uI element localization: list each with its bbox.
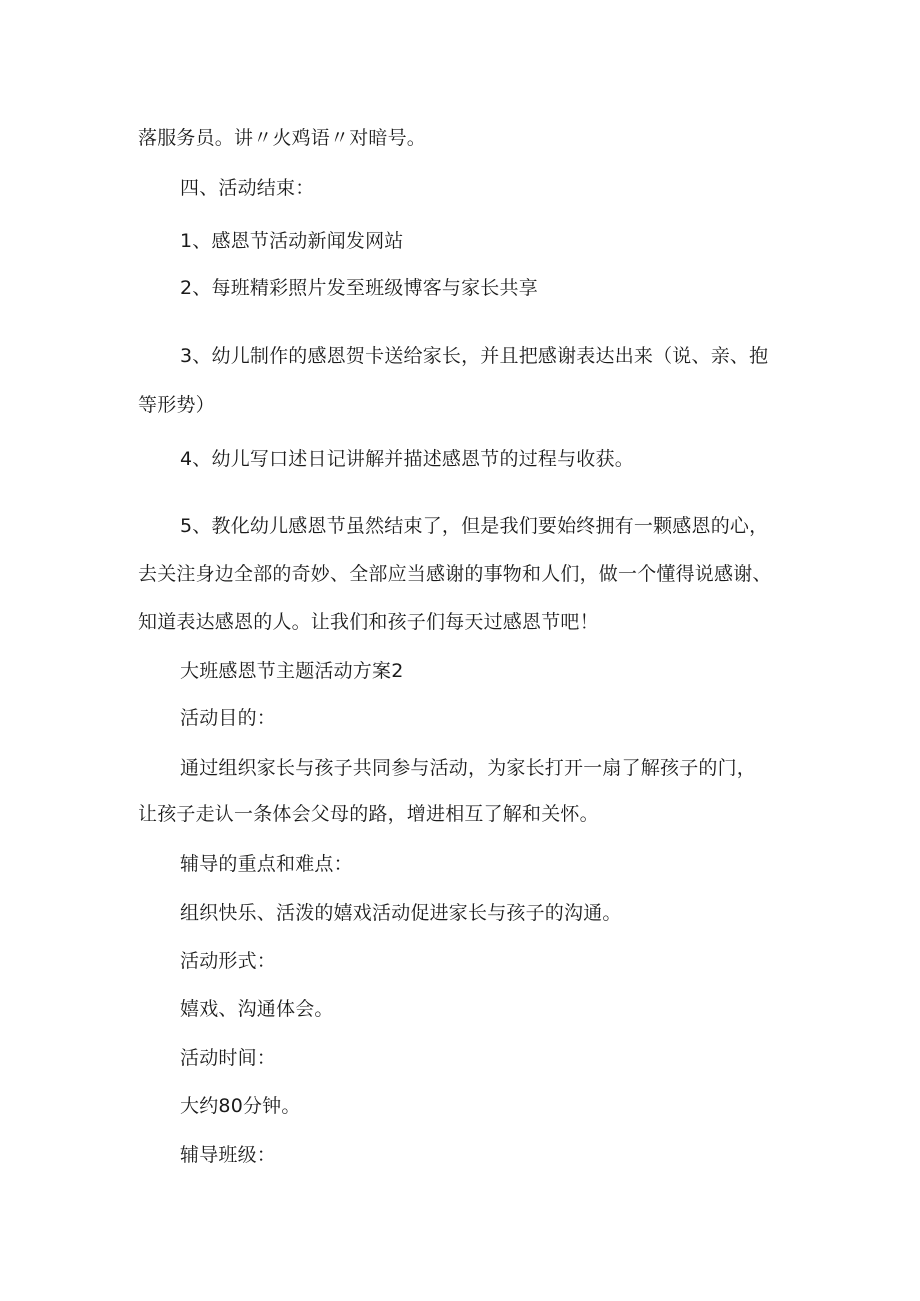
list-item: 2、每班精彩照片发至班级博客与家长共享 bbox=[180, 277, 538, 299]
section-title: 大班感恩节主题活动方案2 bbox=[180, 660, 404, 682]
list-item: 1、感恩节活动新闻发网站 bbox=[180, 230, 404, 252]
section-heading: 辅导班级： bbox=[180, 1144, 277, 1166]
paragraph-text: 嬉戏、沟通体会。 bbox=[180, 998, 334, 1020]
list-item: 3、幼儿制作的感恩贺卡送给家长，并且把感谢表达出来（说、亲、抱 bbox=[180, 345, 769, 367]
list-item: 5、教化幼儿感恩节虽然结束了，但是我们要始终拥有一颗感恩的心， bbox=[180, 515, 769, 537]
paragraph-text: 通过组织家长与孩子共同参与活动，为家长打开一扇了解孩子的门， bbox=[180, 757, 757, 779]
section-heading: 四、活动结束： bbox=[180, 177, 315, 199]
text-line: 让孩子走认一条体会父母的路，增进相互了解和关怀。 bbox=[138, 803, 599, 825]
paragraph-text: 大约80分钟。 bbox=[180, 1095, 301, 1117]
section-heading: 活动时间： bbox=[180, 1047, 277, 1069]
section-heading: 辅导的重点和难点： bbox=[180, 853, 353, 875]
text-line: 落服务员。讲〃火鸡语〃对暗号。 bbox=[138, 127, 427, 149]
text-line: 等形势） bbox=[138, 394, 215, 416]
text-line: 去关注身边全部的奇妙、全部应当感谢的事物和人们，做一个懂得说感谢、 bbox=[138, 563, 772, 585]
section-heading: 活动目的： bbox=[180, 707, 277, 729]
section-heading: 活动形式： bbox=[180, 950, 277, 972]
text-line: 知道表达感恩的人。让我们和孩子们每天过感恩节吧！ bbox=[138, 611, 599, 633]
paragraph-text: 组织快乐、活泼的嬉戏活动促进家长与孩子的沟通。 bbox=[180, 902, 622, 924]
list-item: 4、幼儿写口述日记讲解并描述感恩节的过程与收获。 bbox=[180, 448, 634, 470]
